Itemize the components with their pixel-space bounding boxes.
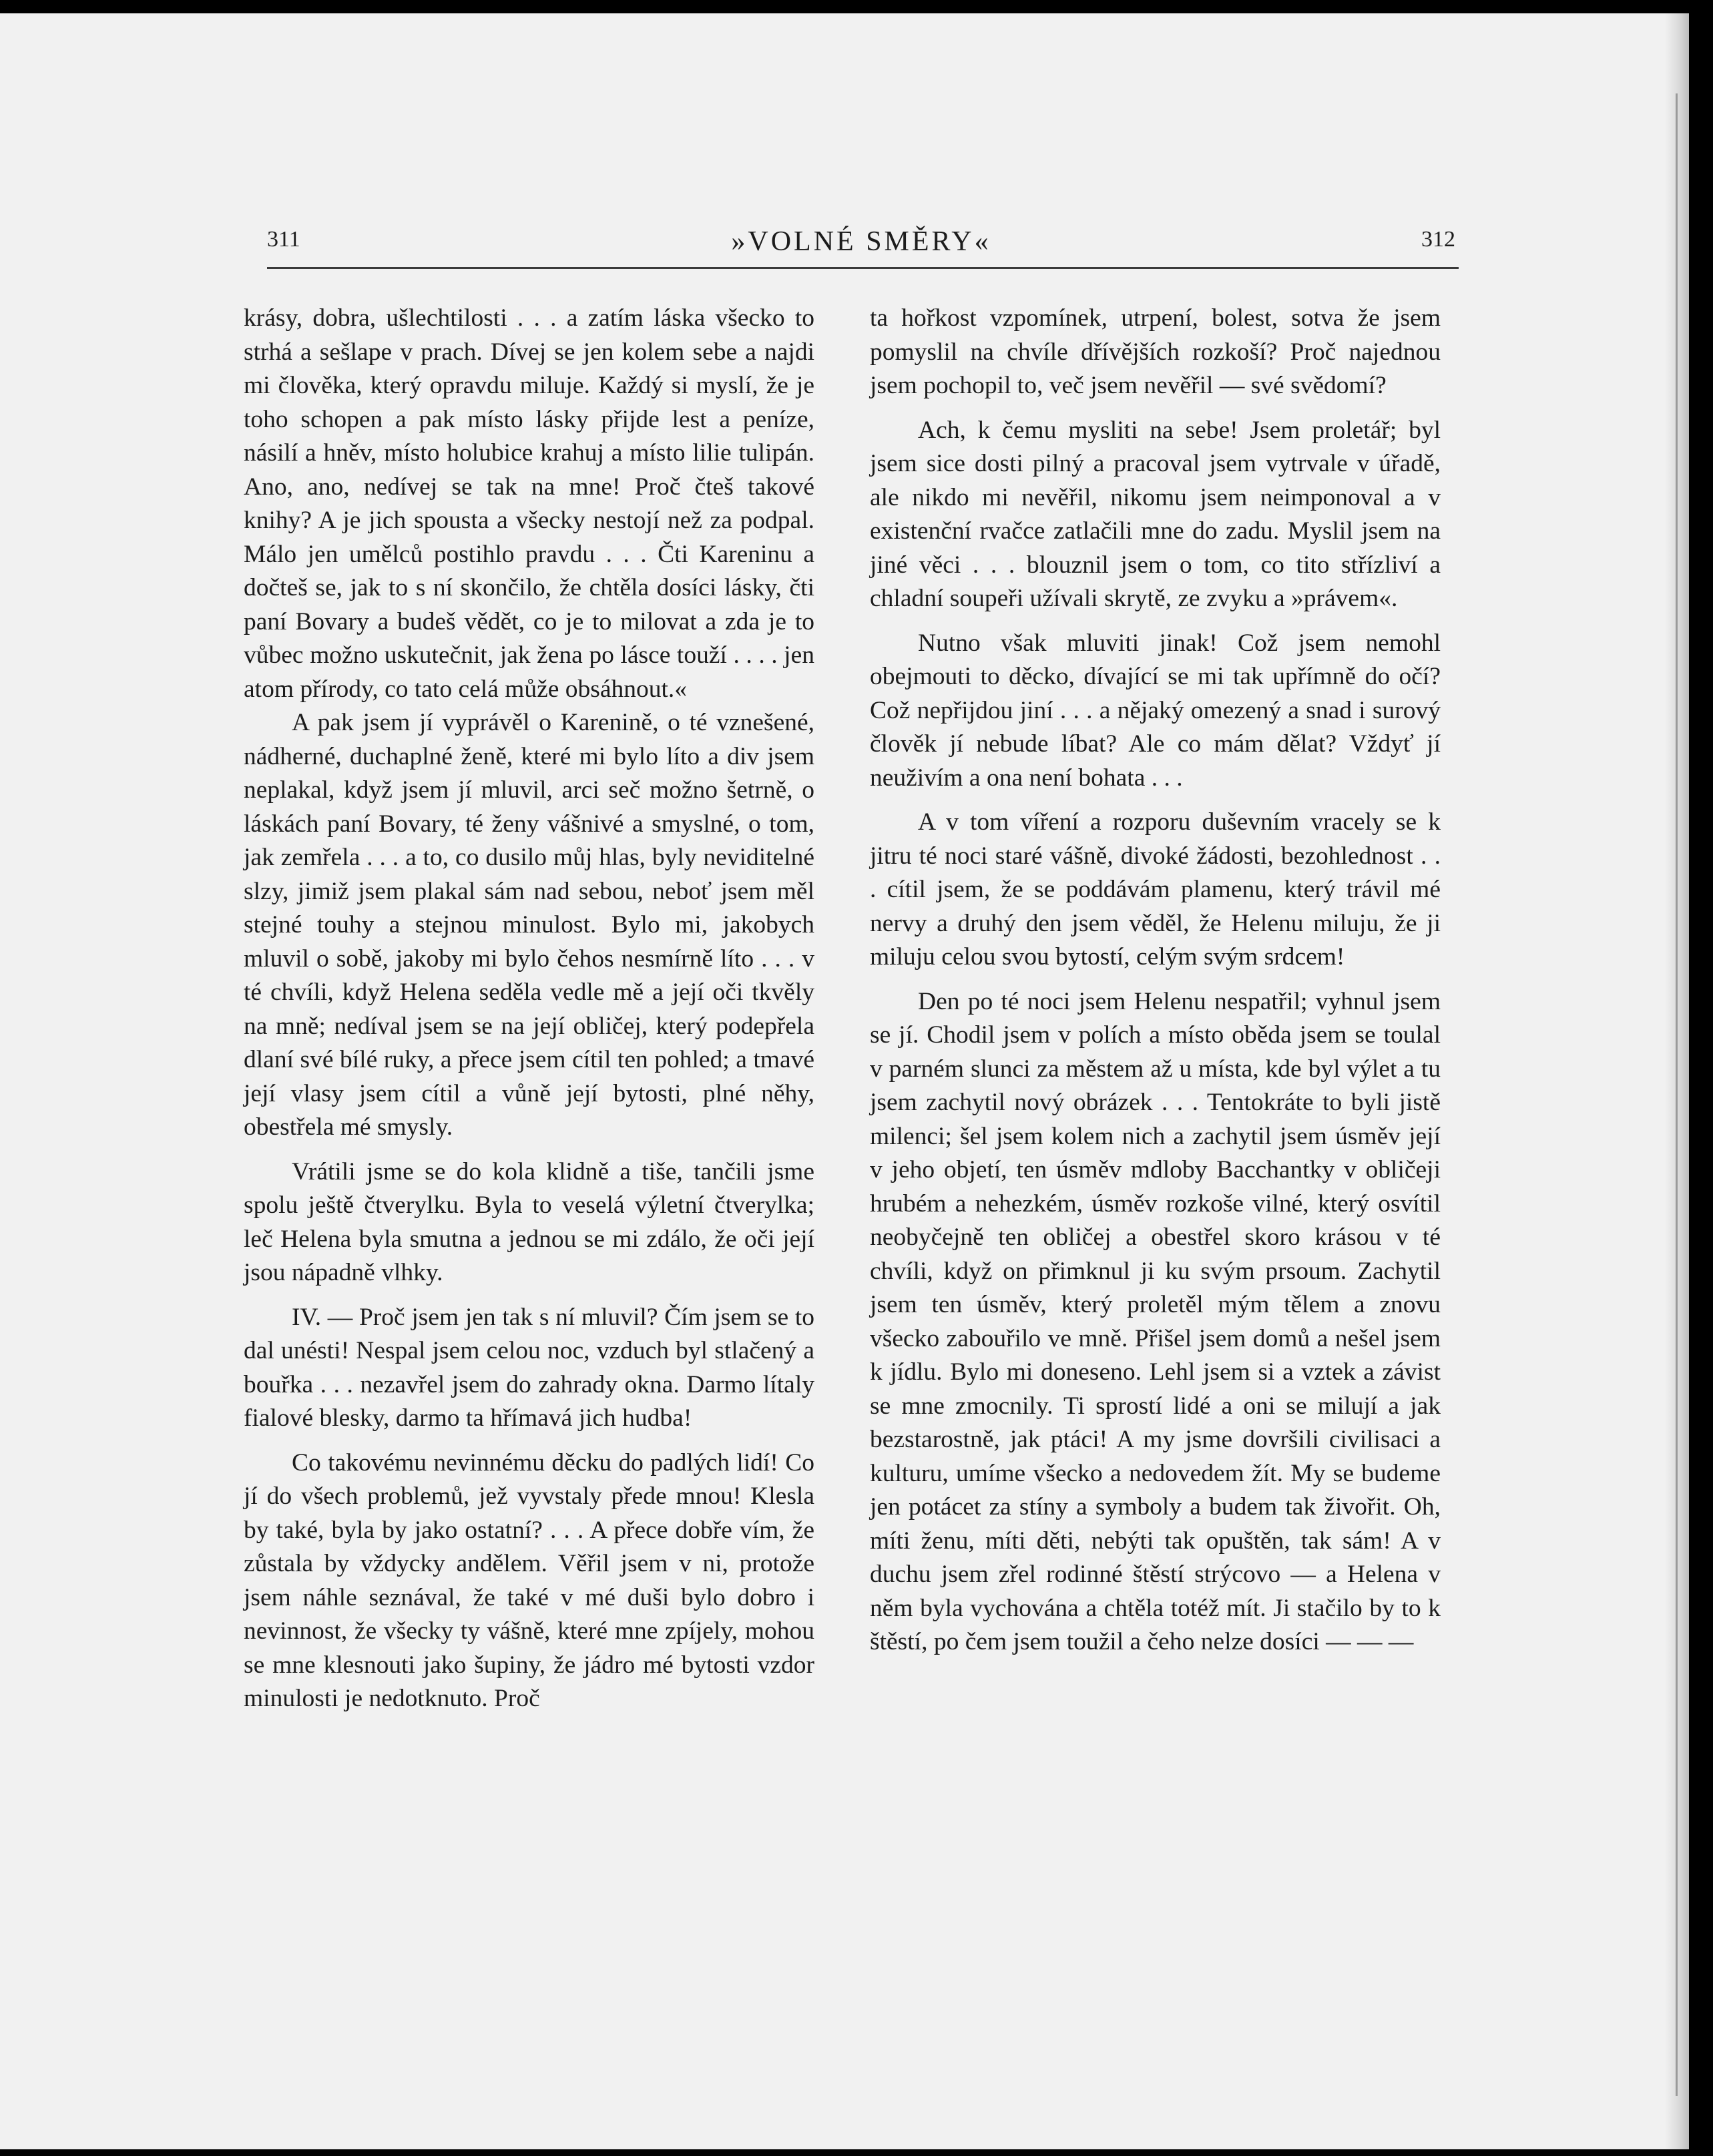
paragraph: ta hořkost vzpomínek, utrpení, bolest, sotva že jsem pomyslil na chvíle dřívějších rozkoší? Proč najednou jsem pochopil to, več jsem nevěřil — své svědomí? <box>870 304 1441 399</box>
left-column <box>244 302 814 1716</box>
paragraph: A v tom víření a rozporu duševním vracely se k jitru té noci staré vášně, divoké žádosti, bezohlednost . . . cítil jsem, že se poddávám plamenu, který trávil mé nervy a druhý den jsem věděl, že Helenu miluju, že ji miluju celou svou bytostí, celým svým srdcem! <box>870 808 1441 971</box>
page-number-right: 312 <box>1421 227 1455 252</box>
running-header <box>267 226 1455 258</box>
margin-line <box>1676 93 1678 2096</box>
paragraph: Den po té noci jsem Helenu nespatřil; vyhnul jsem se jí. Chodil jsem v polích a místo oběda jsem se toulal v parném slunci za městem až u místa, kde byl výlet a tu jsem zachytil nový obrázek . . . Tentokráte to byli jistě milenci; šel jsem kolem nich a zachytil jsem úsměv její v jeho objetí, ten úsměv mdloby Bacchantky v obličeji hrubém a nehezkém, úsměv rozkoše vilné, který osvítil neobyčejně ten obličej a obestřel skoro krásou v té chvíli, když on přimknul ji ku svým prsoum. Zachytil jsem ten úsměv, který proletěl mým tělem a znovu všecko zabouřilo ve mně. Přišel jsem domů a nešel jsem k jídlu. Bylo mi doneseno. Lehl jsem si a vztek a závist se mne zmocnily. Ti sprostí lidé a oni se milují a jak bezstarostně, jak ptáci! A my jsme dovršili civilisaci a kulturu, umíme všecko a nedovedem žít. My se budeme jen potácet za stíny a symboly a budem tak živořit. Oh, míti ženu, míti děti, nebýti tak opuštěn, tak sám! A v duchu jsem zřel rodinné štěstí strýcovo — a Helena v něm byla vychována a chtěla totéž mít. Ji stačilo by to k štěstí, po čem jsem toužil a čeho nelze dosíci — — — <box>870 987 1441 1655</box>
paragraph: A pak jsem jí vyprávěl o Karenině, o té vznešené, nádherné, duchaplné ženě, které mi bylo líto a div jsem neplakal, když jsem jí mluvil, arci seč možno šetrně, o láskách paní Bovary, té ženy vášnivé a smyslné, o tom, jak zemřela . . . a to, co dusilo můj hlas, byly neviditelné slzy, jimiž jsem plakal sám nad sebou, neboť jsem měl stejné touhy a stejnou minulost. Bylo mi, jakobych mluvil o sobě, jakoby mi bylo čehos nesmírně líto . . . v té chvíli, když Helena seděla vedle mě a její oči tkvěly na mně; nedíval jsem se na její obličej, který podepřela dlaní své bílé ruky, a přece jsem cítil ten pohled; a tmavé její vlasy jsem cítil a vůně její bytosti, plné něhy, obestřela mé smysly. <box>244 709 814 1141</box>
paragraph: krásy, dobra, ušlechtilosti . . . a zatím láska všecko to strhá a sešlape v prach. Dívej se jen kolem sebe a najdi mi člověka, který opravdu miluje. Každý si myslí, že je toho schopen a pak místo lásky přijde lest a peníze, násilí a hněv, místo holubice krahuj a místo lilie tulipán. Ano, ano, nedívej se tak na mne! Proč čteš takové knihy? A je jich spousta a všecky nestojí než za podpal. Málo jen umělců postihlo pravdu . . . Čti Kareninu a dočteš se, jak to s ní skončilo, že chtěla dosíci lásky, čti paní Bovary a budeš vědět, co je to milovat a zda je to vůbec možno uskutečnit, jak žena po lásce touží . . . . jen atom přírody, co tato celá může obsáhnout.« <box>244 304 814 703</box>
paragraph: Co takovému nevinnému děcku do padlých lidí! Co jí do všech problemů, jež vyvstaly přede mnou! Klesla by také, byla by jako ostatní? . . . A přece dobře vím, že zůstala by vždycky andělem. Věřil jsem v ni, protože jsem náhle seznával, že také v mé duši bylo dobro i nevinnost, že všecky ty vášně, které mne zpíjely, mohou se mne klesnouti jako šupiny, že jádro mé bytosti vzdor minulosti je nedotknuto. Proč <box>244 1448 814 1712</box>
page-number-left: 311 <box>267 227 300 252</box>
scanned-page <box>0 13 1689 2149</box>
paragraph: Vrátili jsme se do kola klidně a tiše, tančili jsme spolu ještě čtverylku. Byla to veselá výletní čtverylka; leč Helena byla smutna a jednou se mi zdálo, že oči její jsou nápadně vlhky. <box>244 1157 814 1286</box>
right-column <box>870 302 1441 1659</box>
header-rule <box>267 267 1459 269</box>
paragraph: Nutno však mluviti jinak! Což jsem nemohl obejmouti to děcko, dívající se mi tak upřímně do očí? Což nepřijdou jiní . . . a nějaký omezený a snad i surový člověk jí nebude líbat? Ale co mám dělat? Vždyť jí neuživím a ona není bohata . . . <box>870 629 1441 792</box>
paragraph: IV. — Proč jsem jen tak s ní mluvil? Čím jsem se to dal unésti! Nespal jsem celou noc, vzduch byl stlačený a bouřka . . . nezavřel jsem do zahrady okna. Darmo lítaly fialové blesky, darmo ta hřímavá jich hudba! <box>244 1303 814 1432</box>
paragraph: Ach, k čemu mysliti na sebe! Jsem proletář; byl jsem sice dosti pilný a pracoval jsem vytrvale v úřadě, ale nikdo mi nevěřil, nikomu jsem neimponoval a v existenční rvačce zatlačili mne do zadu. Myslil jsem na jiné věci . . . blouznil jsem o tom, co tito střízliví a chladní soupeři užívali skrytě, ze zvyku a »právem«. <box>870 416 1441 612</box>
running-title: »VOLNÉ SMĚRY« <box>731 226 991 257</box>
